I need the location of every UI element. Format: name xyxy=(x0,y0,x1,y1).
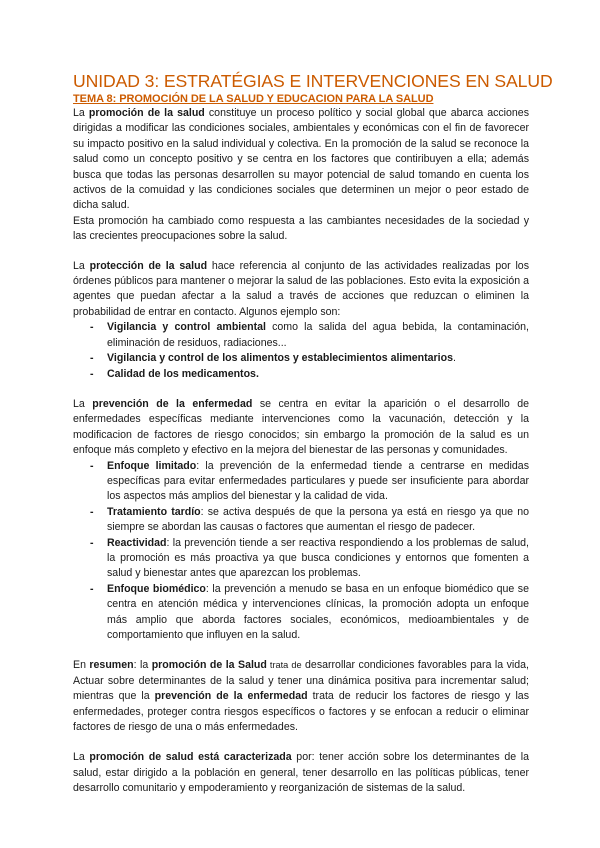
paragraph-resumen: En resumen: la promoción de la Salud trata de desarrollar condiciones favorables para la vida, Actuar sobre determinantes de la salud y tener una dinámica positiva para incrementar salud; mientras que la prevención de la enfermedad trata de reducir los factores de riesgo y las enfermedades, proteger contra riesgos específicos o factores y se enfocan a reducir o eliminar factores de riesgo de una o más enfermedades. xyxy=(73,659,530,734)
prevencion-points-list xyxy=(73,459,529,644)
list-item: - Calidad de los medicamentos. xyxy=(107,367,529,382)
list-item: - Reactividad: la prevención tiende a ser reactiva respondiendo a los problemas de salud, la promoción es más proactiva ya que busca condiciones y entornos que fomenten a salud y bienestar antes que aparezcan los problemas. xyxy=(107,536,529,582)
list-item: - Vigilancia y control ambiental como la salida del agua bebida, la contaminación, eliminación de residuos, radiaciones... xyxy=(107,320,529,351)
unit-title: UNIDAD 3: ESTRATÉGIAS E INTERVENCIONES EN SALUD xyxy=(73,71,553,91)
term-proteccion: protección de la salud xyxy=(89,259,208,272)
term-prevencion: prevención de la enfermedad xyxy=(92,397,253,410)
paragraph-prevencion: La prevención de la enfermedad se centra en evitar la aparición o el desarrollo de enfermedades específicas mediante intervenciones como la vacunación, detección y la modificacion de factores de riesgo conocidos; sin embargo la promoción de la salud es un enfoque más completo y efectivo en la mejora del bienestar de las personas y comunidades. xyxy=(73,397,529,457)
document-content xyxy=(73,70,553,797)
proteccion-examples-list xyxy=(73,320,529,382)
paragraph-promocion-cambio: Esta promoción ha cambiado como respuesta a las cambiantes necesidades de la sociedad y las crecientes preocupaciones sobre la salud. xyxy=(73,214,529,243)
term-promocion: promoción de la salud xyxy=(88,107,205,119)
paragraph-promocion: La promoción de la salud constituye un proceso político y social global que abarca acciones dirigidas a modificar las condiciones sociales, ambientales y económicas con el fin de favorecer su impacto positivo en la salud individual y colectiva. En la promoción de la salud se reconoce la salud como un concepto positivo y se centra en los factores que contiribuyen a ella; además busca que todas las personas desarrollen su mayor potencial de salud tomando en cuenta los activos de la comuidad y las condiciones sociales que determinen un mejor o peor estado de dicha salud. xyxy=(73,107,530,212)
list-item: - Enfoque limitado: la prevención de la enfermedad tiende a centrarse en medidas específicas para evitar enfermedades particulares y puede ser insuficiente para abordar los aspectos más amplios del bienestar y la calidad de vida. xyxy=(107,459,529,505)
list-item: - Tratamiento tardío: se activa después de que la persona ya está en riesgo ya que no siempre se abordan las causas o factores que aumentan el riesgo de padecer. xyxy=(107,505,529,536)
list-item: - Vigilancia y control de los alimentos y establecimientos alimentarios. xyxy=(107,351,529,366)
term-caracterizada: promoción de salud está caracterizada xyxy=(89,751,292,764)
list-item: - Enfoque biomédico: la prevención a menudo se basa en un enfoque biomédico que se centra en atención médica y intervenciones clínicas, la promoción adopta un enfoque más amplio que aborda factores sociales, económicos, medioambientales y de comportamiento que influyen en la salud. xyxy=(107,582,529,644)
topic-subtitle: TEMA 8: PROMOCIÓN DE LA SALUD Y EDUCACION PARA LA SALUD xyxy=(73,93,434,105)
paragraph-proteccion: La protección de la salud hace referencia al conjunto de las actividades realizadas por los órdenes públicos para mantener o mejorar la salud de las poblaciones. Esto evita la exposición a agentes que puedan afectar a la salud a través de acciones que reduzcan o eliminen la probabilidad de entrar en contacto. Algunos ejemplo son: xyxy=(73,259,529,318)
paragraph-caracterizada: La promoción de salud está caracterizada por: tener acción sobre los determinantes de la salud, estar dirigido a la población en general, tener desarrollo en las políticas públicas, tener desarrollo comunitario y empoderamiento y reorganización de sistemas de la salud. xyxy=(73,751,529,795)
